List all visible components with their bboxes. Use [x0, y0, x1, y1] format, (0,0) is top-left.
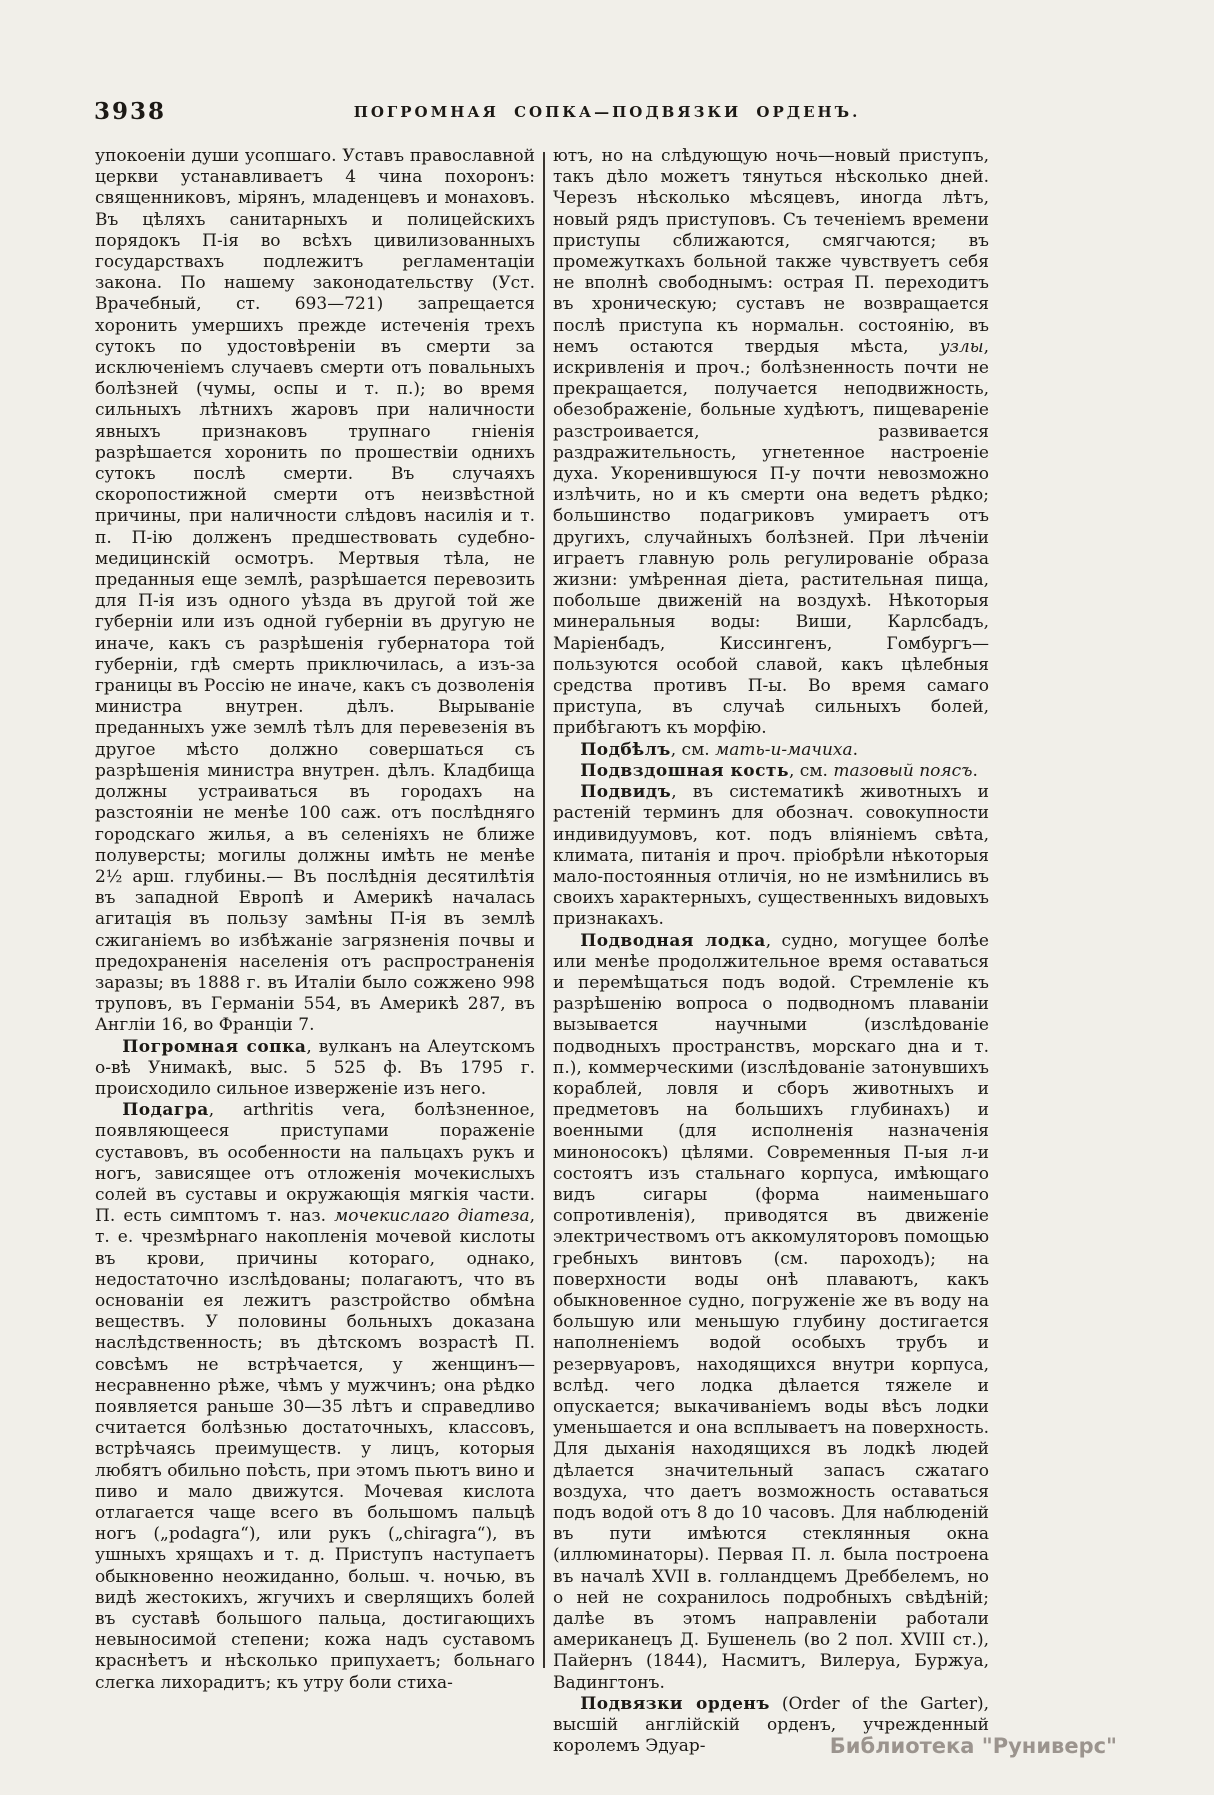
italic-text: мочекислаго діатеза	[334, 1206, 530, 1227]
encyclopedia-entry-paragraph	[553, 761, 989, 782]
text-column-left	[95, 146, 535, 1694]
body-text: , искривленія и проч.; болѣзненность почти не прекращается, получается неподвижность, обезображеніе, больные худѣютъ, пищевареніе разстроивается, развивается раздражительность, угнетенное настроеніе духа. Укоренившуюся П-у почти невозможно излѣчить, но и къ смерти она ведетъ рѣдко; большинство подагриковъ умираетъ отъ другихъ, случайныхъ болѣзней. При лѣченіи играетъ главную роль регулированіе образа жизни: умѣренная діета, растительная пища, побольше движеній на воздухѣ. Нѣкоторыя минеральныя воды: Виши, Карлсбадъ, Маріенбадъ, Киссингенъ, Гомбургъ—пользуются особой славой, какъ цѣлебныя средства противъ П-ы. Во время самаго приступа, въ случаѣ сильныхъ болей, прибѣгаютъ къ морфію.	[553, 336, 989, 739]
entry-term: Подвидъ	[580, 782, 672, 803]
library-watermark: Библиотека "Руниверс"	[829, 1734, 1117, 1758]
body-text: , судно, могущее болѣе или менѣе продолжительное время оставаться и перемѣщаться подъ водой. Стремленіе къ разрѣшенію вопроса о подводномъ плаваніи вызывается научными (изслѣдованіе подводныхъ пространствъ, морскаго дна и т. п.), коммерческими (изслѣдованіе затонувшихъ кораблей, ловля и сборъ животныхъ и предметовъ на большихъ глубинахъ) и военными (для исполненія назначенія миноносокъ) цѣлями. Современныя П-ыя л-и состоятъ изъ стальнаго корпуса, имѣющаго видъ сигары (форма наименьшаго сопротивленія), приводятся въ движеніе электричествомъ отъ аккомуляторовъ помощью гребныхъ винтовъ (см. пароходъ); на поверхности воды онѣ плаваютъ, какъ обыкновенное судно, погруженіе же въ воду на большую или меньшую глубину достигается наполненіемъ водой особыхъ трубъ и резервуаровъ, находящихся внутри корпуса, вслѣд. чего лодка дѣлается тяжеле и опускается; выкачиваніемъ воды вѣсъ лодки уменьшается и она всплываетъ на поверхность. Для дыханія находящихся въ лодкѣ людей дѣлается значительный запасъ сжатаго воздуха, что даетъ возможность оставаться подъ водой отъ 8 до 10 часовъ. Для наблюденій въ пути имѣются стеклянныя окна (иллюминаторы). Первая П. л. была построена въ началѣ XVII в. голландцемъ Дреббелемъ, но о ней не сохранилось подробныхъ свѣдѣній; далѣе въ этомъ направленіи работали американецъ Д. Бушенель (во 2 пол. XVIII ст.), Пайернъ (1844), Насмитъ, Вилеруа, Буржуа, Вадингтонъ.	[553, 930, 989, 1693]
encyclopedia-entry-paragraph	[553, 931, 989, 1694]
body-text: (Order of the Garter), высшій англійскій орденъ, учрежденный королемъ Эдуар-	[553, 1693, 989, 1757]
body-text: , см.	[670, 739, 716, 760]
text-column-right	[553, 146, 989, 1757]
entry-term: Подводная лодка	[580, 930, 766, 951]
italic-text: мать-и-мачиха	[715, 739, 853, 760]
encyclopedia-entry-paragraph	[553, 782, 989, 930]
italic-text: тазовый поясъ	[833, 760, 973, 781]
continued-paragraph	[95, 146, 535, 1037]
body-text: ютъ, но на слѣдующую ночь—новый приступъ, такъ дѣло можетъ тянуться нѣсколько дней. Черезъ нѣсколько мѣсяцевъ, иногда лѣтъ, новый рядъ приступовъ. Съ теченіемъ времени приступы сближаются, смягчаются; въ промежуткахъ больной также чувствуетъ себя не вполнѣ свободнымъ: острая П. переходитъ въ хроническую; суставъ не возвращается послѣ приступа къ нормальн. состоянію, въ немъ остаются твердыя мѣста,	[553, 146, 989, 357]
body-text: , arthritis vera, болѣзненное, появляющееся приступами пораженіе суставовъ, въ особенности на пальцахъ рукъ и ногъ, зависящее отъ отложенія мочекислыхъ солей въ суставы и окружающія мягкія части. П. есть симптомъ т. наз.	[95, 1100, 535, 1227]
entry-term: Подвздошная кость	[580, 760, 789, 781]
italic-text: узлы	[939, 336, 984, 357]
entry-term: Подагра	[122, 1100, 209, 1121]
body-text: , вулканъ на Алеутскомъ о-вѣ Унимакѣ, выс. 5 525 ф. Въ 1795 г. происходило сильное изверженіе изъ него.	[95, 1036, 535, 1099]
body-text: упокоеніи души усопшаго. Уставъ православной церкви устанавливаетъ 4 чина похоронъ: священниковъ, мірянъ, младенцевъ и монаховъ. Въ цѣляхъ санитарныхъ и полицейскихъ порядокъ П-ія во всѣхъ цивилизованныхъ государствахъ подлежитъ регламентаціи закона. По нашему законодательству (Уст. Врачебный, ст. 693—721) запрещается хоронить умершихъ прежде истеченія трехъ сутокъ по удостовѣреніи въ смерти за исключеніемъ случаевъ смерти отъ повальныхъ болѣзней (чумы, оспы и т. п.); во время сильныхъ лѣтнихъ жаровъ при наличности явныхъ признаковъ трупнаго гніенія разрѣшается хоронить по прошествіи однихъ сутокъ послѣ смерти. Въ случаяхъ скоропостижной смерти отъ неизвѣстной причины, при наличности слѣдовъ насилія и т. п. П-ію долженъ предшествовать судебно-медицинскій осмотръ. Мертвыя тѣла, не преданныя еще землѣ, разрѣшается перевозить для П-ія изъ одного уѣзда въ другой той же губерніи или изъ одной губерніи въ другую не иначе, какъ съ разрѣшенія губернатора той губерніи, гдѣ смерть приключилась, а изъ-за границы въ Россію не иначе, какъ съ дозволенія министра внутрен. дѣлъ. Вырываніе преданныхъ уже землѣ тѣлъ для перевезенія въ другое мѣсто должно совершаться съ разрѣшенія министра внутрен. дѣлъ. Кладбища должны устраиваться въ городахъ на разстояніи не менѣе 100 саж. отъ послѣдняго городскаго жилья, а въ селеніяхъ не ближе полуверсты; могилы должны имѣть не менѣе 2½ арш. глубины.— Въ послѣднія десятилѣтія въ западной Европѣ и Америкѣ началась агитація въ пользу замѣны П-ія въ землѣ сжиганіемъ во избѣжаніе загрязненія почвы и предохраненія населенія отъ распространенія заразы; въ 1888 г. въ Италіи было сожжено 998 труповъ, въ Германіи 554, въ Америкѣ 287, въ Англіи 16, во Франціи 7.	[95, 146, 535, 1036]
encyclopedia-entry-paragraph	[95, 1037, 535, 1101]
running-header-title: ПОГРОМНАЯ СОПКА—ПОДВЯЗКИ ОРДЕНЪ.	[353, 103, 861, 121]
continued-paragraph	[553, 146, 989, 740]
body-text: .	[972, 760, 978, 781]
body-text: , см.	[789, 760, 834, 781]
body-text: , въ систематикѣ животныхъ и растеній терминъ для обознач. совокупности индивидуумовъ, кот. подъ вліяніемъ свѣта, климата, питанія и проч. пріобрѣли нѣкоторыя мало-постоянныя отличія, но не измѣнились въ своихъ характерныхъ, существенныхъ видовыхъ признакахъ.	[553, 782, 989, 930]
page-number: 3938	[94, 98, 167, 125]
entry-term: Подбѣлъ	[580, 739, 671, 760]
encyclopedia-entry-paragraph	[95, 1100, 535, 1694]
entry-term: Подвязки орденъ	[580, 1693, 770, 1714]
body-text: , т. е. чрезмѣрнаго накопленія мочевой кислоты въ крови, причины котораго, однако, недостаточно изслѣдованы; полагаютъ, что въ основаніи ея лежитъ разстройство обмѣна веществъ. У половины больныхъ доказана наслѣдственность; въ дѣтскомъ возрастѣ П. совсѣмъ не встрѣчается, у женщинъ—несравненно рѣже, чѣмъ у мужчинъ; она рѣдко появляется раньше 30—35 лѣтъ и справедливо считается болѣзнью достаточныхъ, классовъ, встрѣчаясь преимуществ. у лицъ, которыя любятъ обильно поѣсть, при этомъ пьютъ вино и пиво и мало движутся. Мочевая кислота отлагается чаще всего въ большомъ пальцѣ ногъ („podagra“), или рукъ („chiragra“), въ ушныхъ хрящахъ и т. д. Приступъ наступаетъ обыкновенно неожиданно, больш. ч. ночью, въ видѣ жестокихъ, жгучихъ и сверлящихъ болей въ суставѣ большого пальца, достигающихъ невыносимой степени; кожа надъ суставомъ краснѣетъ и нѣсколько припухаетъ; больнаго слегка лихорадитъ; къ утру боли стиха-	[95, 1206, 535, 1693]
page-header	[0, 98, 1214, 132]
body-text: .	[852, 739, 859, 760]
column-divider-rule	[543, 152, 545, 1668]
entry-term: Погромная сопка	[122, 1036, 307, 1057]
encyclopedia-entry-paragraph	[553, 740, 989, 761]
